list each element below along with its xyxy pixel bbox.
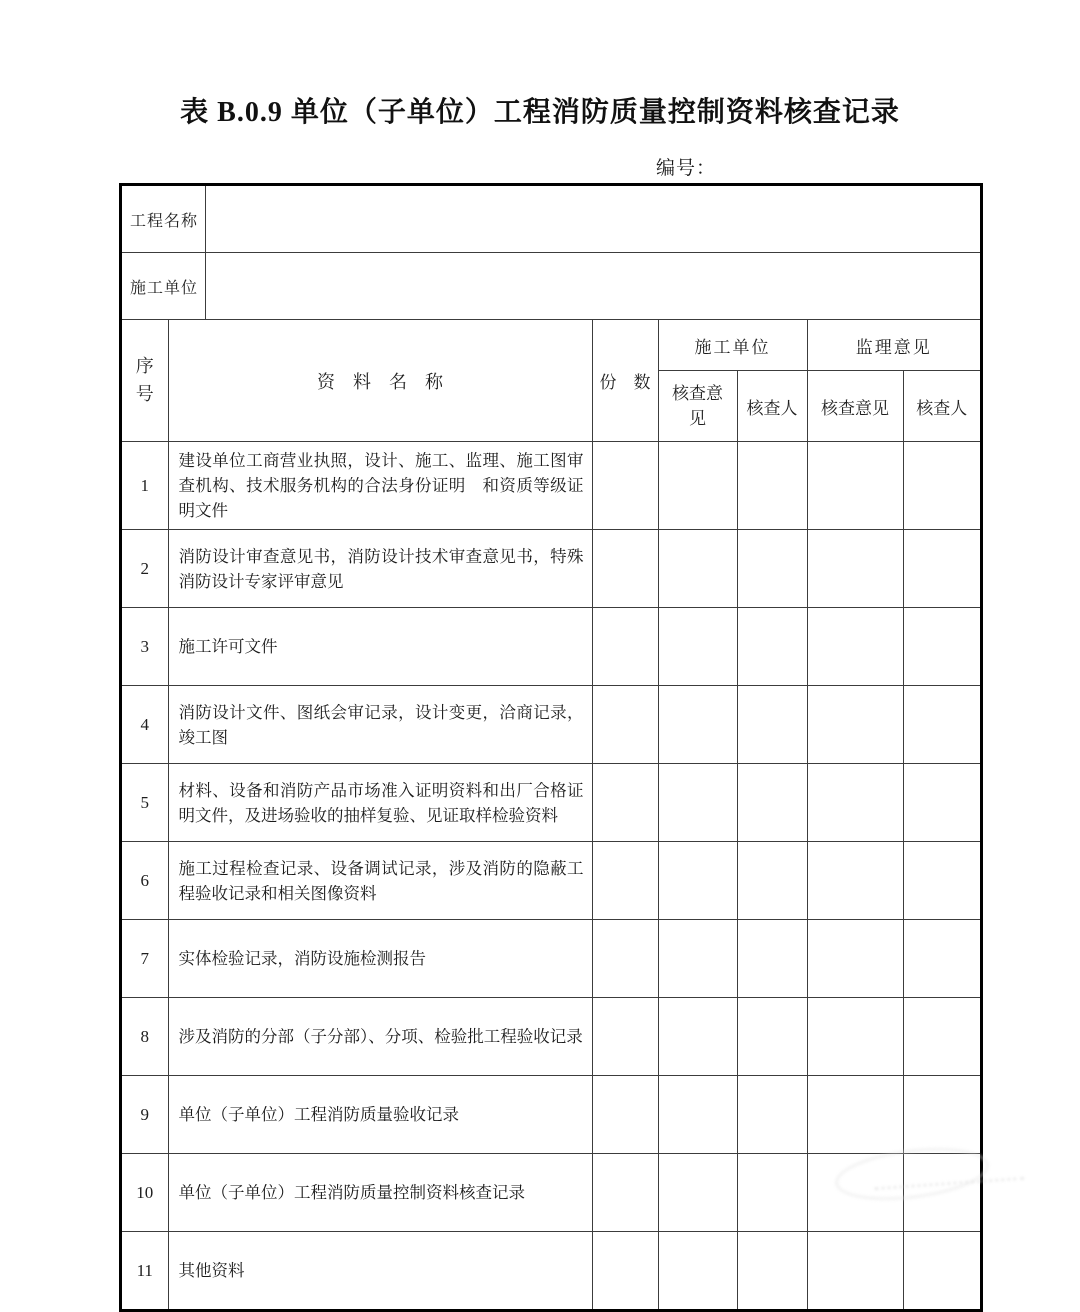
header-construction-unit-group: [658, 320, 807, 371]
row-supervision-check-opinion-cell: [807, 842, 903, 920]
row-copies-cell: [592, 1076, 658, 1154]
row-supervision-check-opinion-cell: [807, 764, 903, 842]
row-item-name: 单位（子单位）工程消防质量验收记录: [168, 1076, 592, 1154]
row-serial: 4: [122, 686, 168, 764]
row-item-name: 施工许可文件: [168, 608, 592, 686]
row-construction-check-opinion-cell: [658, 1154, 737, 1232]
row-construction-check-opinion-cell: [658, 530, 737, 608]
row-construction-checker-cell: [737, 920, 807, 998]
row-item-name: 消防设计审查意见书，消防设计技术审查意见书，特殊消防设计专家评审意见: [168, 530, 592, 608]
row-construction-checker-cell: [737, 1232, 807, 1310]
row-supervision-check-opinion-cell: [807, 1232, 903, 1310]
header-check-opinion-construction: [658, 371, 737, 442]
row-supervision-checker-cell: [903, 1154, 980, 1232]
row-serial: 9: [122, 1076, 168, 1154]
row-construction-check-opinion-cell: [658, 764, 737, 842]
row-supervision-checker-cell: [903, 998, 980, 1076]
row-item-name: 实体检验记录，消防设施检测报告: [168, 920, 592, 998]
row-supervision-check-opinion-cell: [807, 1154, 903, 1232]
row-supervision-check-opinion-cell: [807, 608, 903, 686]
row-serial: 10: [122, 1154, 168, 1232]
row-supervision-check-opinion-cell: [807, 686, 903, 764]
row-supervision-check-opinion-cell: [807, 530, 903, 608]
row-copies-cell: [592, 442, 658, 530]
row-construction-checker-cell: [737, 998, 807, 1076]
row-supervision-checker-cell: [903, 442, 980, 530]
row-serial: 7: [122, 920, 168, 998]
row-serial: 2: [122, 530, 168, 608]
row-supervision-checker-cell: [903, 608, 980, 686]
row-supervision-check-opinion-cell: [807, 920, 903, 998]
table-row: [122, 920, 980, 998]
row-serial: 11: [122, 1232, 168, 1310]
table-row: [122, 442, 980, 530]
row-construction-check-opinion-cell: [658, 998, 737, 1076]
row-supervision-check-opinion-cell: [807, 1076, 903, 1154]
row-serial: 3: [122, 608, 168, 686]
header-supervision-group: [807, 320, 980, 371]
row-construction-checker-cell: [737, 1154, 807, 1232]
row-item-name: 材料、设备和消防产品市场准入证明资料和出厂合格证明文件，及进场验收的抽样复验、见证取样检验资料: [168, 764, 592, 842]
row-supervision-checker-cell: [903, 686, 980, 764]
row-construction-check-opinion-cell: [658, 686, 737, 764]
header-material-name: 资 料 名 称: [168, 320, 592, 442]
header-checker-supervision: 核查人: [903, 371, 980, 442]
table-row: [122, 1076, 980, 1154]
table-row: [122, 764, 980, 842]
row-construction-checker-cell: [737, 764, 807, 842]
row-supervision-checker-cell: [903, 1232, 980, 1310]
document-title: 表 B.0.9 单位（子单位）工程消防质量控制资料核查记录: [180, 97, 900, 128]
construction-unit-label: 施工单位: [122, 253, 205, 320]
project-name-label: 工程名称: [122, 186, 205, 253]
header-construction-unit-group-label: 施工单位: [694, 337, 771, 357]
row-serial: 5: [122, 764, 168, 842]
row-construction-checker-cell: [737, 1076, 807, 1154]
row-item-name: 其他资料: [168, 1232, 592, 1310]
row-supervision-checker-cell: [903, 764, 980, 842]
row-copies-cell: [592, 764, 658, 842]
row-construction-checker-cell: [737, 686, 807, 764]
row-construction-check-opinion-cell: [658, 1232, 737, 1310]
header-row-groups: [122, 320, 980, 371]
row-serial: 8: [122, 998, 168, 1076]
header-checker-construction: 核查人: [737, 371, 807, 442]
row-supervision-checker-cell: [903, 1076, 980, 1154]
row-construction-check-opinion-cell: [658, 842, 737, 920]
row-construction-checker-cell: [737, 530, 807, 608]
row-copies-cell: [592, 686, 658, 764]
row-supervision-check-opinion-cell: [807, 998, 903, 1076]
row-construction-checker-cell: [737, 442, 807, 530]
row-item-name: 消防设计文件、图纸会审记录，设计变更，洽商记录，竣工图: [168, 686, 592, 764]
row-item-name: 建设单位工商营业执照，设计、施工、监理、施工图审查机构、技术服务机构的合法身份证明 和资质等级证明文件: [168, 442, 592, 530]
table-row: [122, 608, 980, 686]
construction-unit-value: [205, 253, 980, 320]
row-serial: 6: [122, 842, 168, 920]
row-copies-cell: [592, 1154, 658, 1232]
table-row: [122, 530, 980, 608]
row-copies-cell: [592, 530, 658, 608]
row-construction-checker-cell: [737, 842, 807, 920]
checklist-table: [122, 320, 980, 1309]
row-construction-check-opinion-cell: [658, 442, 737, 530]
items-tbody: [122, 442, 980, 1310]
header-copies: 份 数: [592, 320, 658, 442]
row-copies-cell: [592, 608, 658, 686]
row-item-name: 单位（子单位）工程消防质量控制资料核查记录: [168, 1154, 592, 1232]
table-row: [122, 686, 980, 764]
row-construction-check-opinion-cell: [658, 920, 737, 998]
row-supervision-checker-cell: [903, 842, 980, 920]
row-construction-checker-cell: [737, 608, 807, 686]
row-item-name: 涉及消防的分部（子分部）、分项、检验批工程验收记录: [168, 998, 592, 1076]
info-table: [122, 186, 980, 320]
row-construction-check-opinion-cell: [658, 608, 737, 686]
header-check-opinion-supervision: 核查意见: [807, 371, 903, 442]
header-check-opinion-construction-label: 核查意见: [672, 383, 723, 428]
table-row: [122, 998, 980, 1076]
info-row-project-name: [122, 186, 980, 253]
project-name-value: [205, 186, 980, 253]
table-frame: [119, 183, 983, 1312]
row-copies-cell: [592, 1232, 658, 1310]
row-copies-cell: [592, 998, 658, 1076]
number-label: 编号：: [656, 158, 717, 179]
header-serial: [122, 320, 168, 442]
table-row: [122, 1154, 980, 1232]
row-serial: 1: [122, 442, 168, 530]
row-supervision-checker-cell: [903, 530, 980, 608]
info-row-construction-unit: [122, 253, 980, 320]
row-construction-check-opinion-cell: [658, 1076, 737, 1154]
row-copies-cell: [592, 920, 658, 998]
row-supervision-check-opinion-cell: [807, 442, 903, 530]
header-serial-label: 序号: [135, 355, 154, 404]
header-supervision-group-label: 监理意见: [855, 337, 932, 357]
row-copies-cell: [592, 842, 658, 920]
table-row: [122, 842, 980, 920]
table-row: [122, 1232, 980, 1310]
row-supervision-checker-cell: [903, 920, 980, 998]
row-item-name: 施工过程检查记录、设备调试记录，涉及消防的隐蔽工程验收记录和相关图像资料: [168, 842, 592, 920]
